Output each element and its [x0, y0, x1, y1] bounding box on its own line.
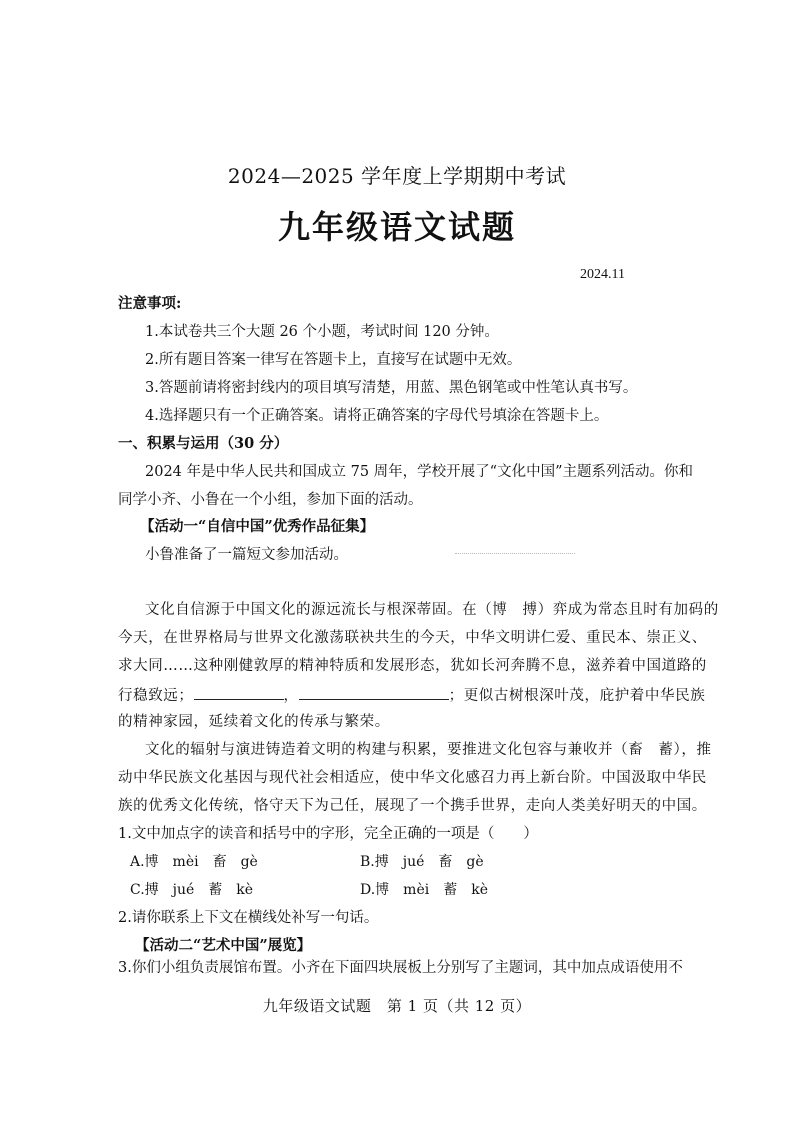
passage-p1-line-4 [118, 687, 705, 704]
question-1: 1.文中加点字的读音和括号中的字形，完全正确的一项是（ ） [118, 826, 538, 842]
passage-p2-line-1: 文化的辐射与演进铸造着文明的构建与积累，要推进文化包容与兼收并（畜 蓄），推 [145, 742, 712, 758]
fill-blank-2[interactable] [299, 687, 449, 700]
q1-option-a[interactable]: A.博 mèi 畜 gè [130, 854, 258, 870]
notice-item-1: 1.本试卷共三个大题 26 个小题，考试时间 120 分钟。 [145, 324, 499, 340]
section-heading: 一、积累与运用（30 分） [118, 435, 289, 452]
intro-line-2: 同学小齐、小鲁在一个小组，参加下面的活动。 [118, 492, 423, 508]
notice-heading: 注意事项: [118, 295, 182, 312]
passage-p1-line-3: 求大同……这种刚健敦厚的精神特质和发展形态，犹如长河奔腾不息，滋养着中国道路的 [118, 658, 707, 674]
page-footer: 九年级语文试题 第 1 页（共 12 页） [262, 997, 532, 1015]
exam-subtitle: 2024—2025 学年度上学期期中考试 [227, 164, 567, 188]
activity1-heading: 【活动一“自信中国”优秀作品征集】 [140, 518, 375, 535]
notice-item-4: 4.选择题只有一个正确答案。请将正确答案的字母代号填涂在答题卡上。 [145, 408, 609, 424]
fill-blank-1[interactable] [194, 687, 284, 700]
intro-line-1: 2024 年是中华人民共和国成立 75 周年，学校开展了“文化中国”主题系列活动。你和 [145, 464, 694, 480]
activity1-intro: 小鲁准备了一篇短文参加活动。 [145, 547, 348, 563]
exam-title: 九年级语文试题 [277, 208, 516, 246]
passage-p1-line-1: 文化自信源于中国文化的源远流长与根深蒂固。在（博 搏）弈成为常态且时有加码的 [145, 602, 719, 618]
passage-p2-line-2: 动中华民族文化基因与现代社会相适应，使中华文化感召力再上新台阶。中国汲取中华民 [118, 770, 707, 786]
q1-option-c[interactable]: C.搏 jué 蓄 kè [130, 882, 254, 898]
passage-p1-line-2: 今天，在世界格局与世界文化激荡联袂共生的今天，中华文明讲仁爱、重民本、崇正义、 [118, 630, 707, 646]
passage-p2-line-3: 族的优秀文化传统，恪守天下为己任，展现了一个携手世界，走向人类美好明天的中国。 [118, 798, 707, 814]
scan-mark [455, 553, 575, 554]
notice-item-3: 3.答题前请将密封线内的项目填写清楚，用蓝、黑色钢笔或中性笔认真书写。 [145, 380, 638, 396]
q1-option-d[interactable]: D.博 mèi 蓄 kè [360, 882, 488, 898]
exam-date: 2024.11 [580, 267, 625, 282]
activity2-heading: 【活动二“艺术中国”展览】 [135, 937, 312, 954]
q1-option-b[interactable]: B.搏 jué 畜 gè [360, 854, 484, 870]
question-3: 3.你们小组负责展馆布置。小齐在下面四块展板上分别写了主题词，其中加点成语使用不 [118, 960, 683, 976]
passage-p1-line-4-end: ；更似古树根深叶茂，庇护着中华民族 [448, 688, 706, 704]
passage-p1-line-4-comma: ， [283, 688, 299, 704]
question-2: 2.请你联系上下文在横线处补写一句话。 [118, 910, 379, 926]
passage-p1-line-4-start: 行稳致远； [118, 688, 194, 704]
passage-p1-line-5: 的精神家园，延续着文化的传承与繁荣。 [118, 714, 390, 730]
notice-item-2: 2.所有题目答案一律写在答题卡上，直接写在试题中无效。 [145, 352, 522, 368]
